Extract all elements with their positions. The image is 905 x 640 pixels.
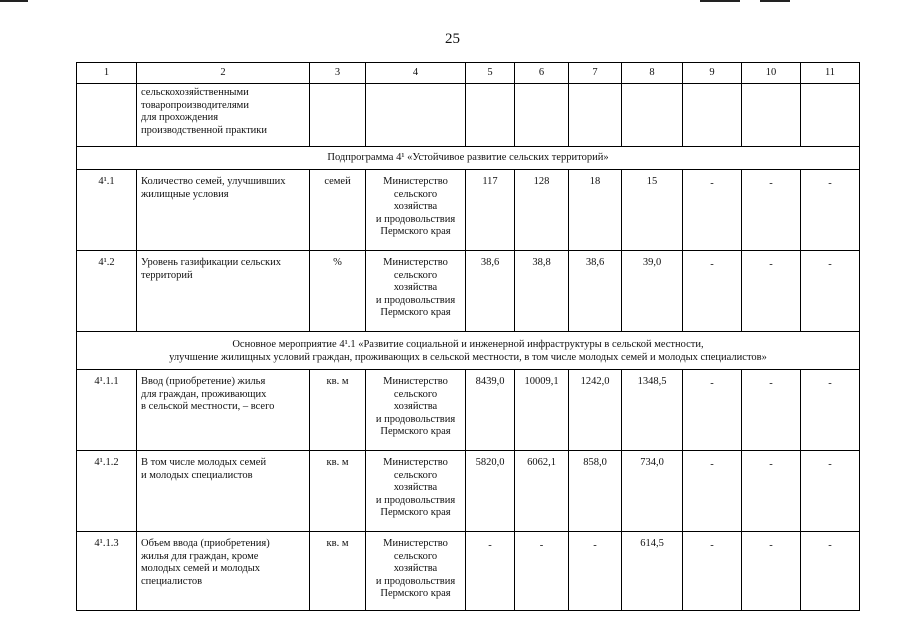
row-code: 4¹.2 <box>77 251 137 332</box>
row-value-5: 8439,0 <box>466 370 515 451</box>
row-code: 4¹.1.3 <box>77 532 137 611</box>
row-value-10: - <box>742 532 801 611</box>
header-cell: 7 <box>569 63 622 84</box>
row-value-7: 38,6 <box>569 251 622 332</box>
row-value-8: 1348,5 <box>622 370 683 451</box>
main-event-title: Основное мероприятие 4¹.1 «Развитие социальной и инженерной инфраструктуры в сельской местности, улучшение жилищных условий граждан, проживающих в сельской местности, в том числе молодых семей и молодых специалистов» <box>77 332 860 370</box>
row-value-8: 614,5 <box>622 532 683 611</box>
row-responsible: Министерство сельского хозяйства и продовольствия Пермского края <box>366 251 466 332</box>
row-value-7: 1242,0 <box>569 370 622 451</box>
row-value-9: - <box>683 370 742 451</box>
row-value-10: - <box>742 451 801 532</box>
row-value-10: - <box>742 370 801 451</box>
row-value-6: 38,8 <box>515 251 569 332</box>
row-value-9: - <box>683 532 742 611</box>
row-value-11: - <box>801 451 860 532</box>
table-row <box>77 170 860 251</box>
header-cell: 1 <box>77 63 137 84</box>
row-unit: кв. м <box>310 451 366 532</box>
row-name: Количество семей, улучшивших жилищные условия <box>137 170 310 251</box>
row-value-10: - <box>742 251 801 332</box>
row-value-5: - <box>466 532 515 611</box>
row-value-7: 858,0 <box>569 451 622 532</box>
row-unit: семей <box>310 170 366 251</box>
indicators-table <box>76 62 860 611</box>
continuation-row <box>77 84 860 147</box>
header-cell: 8 <box>622 63 683 84</box>
row-value-11: - <box>801 170 860 251</box>
header-cell: 4 <box>366 63 466 84</box>
row-value-6: 10009,1 <box>515 370 569 451</box>
row-value-5: 38,6 <box>466 251 515 332</box>
row-code: 4¹.1 <box>77 170 137 251</box>
row-value-9: - <box>683 170 742 251</box>
header-cell: 3 <box>310 63 366 84</box>
page-number: 25 <box>445 31 460 47</box>
row-value-8: 39,0 <box>622 251 683 332</box>
table-row <box>77 370 860 451</box>
table-row <box>77 532 860 611</box>
row-responsible: Министерство сельского хозяйства и продовольствия Пермского края <box>366 532 466 611</box>
row-name: Ввод (приобретение) жилья для граждан, проживающих в сельской местности, – всего <box>137 370 310 451</box>
row-responsible: Министерство сельского хозяйства и продовольствия Пермского края <box>366 451 466 532</box>
row-responsible: Министерство сельского хозяйства и продовольствия Пермского края <box>366 370 466 451</box>
row-value-6: 6062,1 <box>515 451 569 532</box>
row-name: Объем ввода (приобретения) жилья для граждан, кроме молодых семей и молодых специалистов <box>137 532 310 611</box>
row-code: 4¹.1.1 <box>77 370 137 451</box>
row-value-7: 18 <box>569 170 622 251</box>
table-row <box>77 451 860 532</box>
row-value-6: - <box>515 532 569 611</box>
header-cell: 9 <box>683 63 742 84</box>
column-number-header-row <box>77 63 860 84</box>
header-cell: 10 <box>742 63 801 84</box>
row-value-11: - <box>801 532 860 611</box>
row-value-7: - <box>569 532 622 611</box>
row-value-9: - <box>683 251 742 332</box>
row-unit: % <box>310 251 366 332</box>
row-value-6: 128 <box>515 170 569 251</box>
row-name: В том числе молодых семей и молодых специалистов <box>137 451 310 532</box>
main-event-section-row <box>77 332 860 370</box>
row-value-8: 734,0 <box>622 451 683 532</box>
row-value-10: - <box>742 170 801 251</box>
header-cell: 2 <box>137 63 310 84</box>
row-unit: кв. м <box>310 370 366 451</box>
row-code: 4¹.1.2 <box>77 451 137 532</box>
continuation-text: сельскохозяйственными товаропроизводителями для прохождения производственной практики <box>137 84 310 147</box>
row-value-5: 117 <box>466 170 515 251</box>
row-value-11: - <box>801 370 860 451</box>
row-value-5: 5820,0 <box>466 451 515 532</box>
header-cell: 5 <box>466 63 515 84</box>
header-cell: 11 <box>801 63 860 84</box>
header-cell: 6 <box>515 63 569 84</box>
row-name: Уровень газификации сельских территорий <box>137 251 310 332</box>
row-unit: кв. м <box>310 532 366 611</box>
row-responsible: Министерство сельского хозяйства и продовольствия Пермского края <box>366 170 466 251</box>
table-row <box>77 251 860 332</box>
row-value-9: - <box>683 451 742 532</box>
subprogram-section-row <box>77 147 860 170</box>
scan-edge-marks <box>0 0 905 2</box>
row-value-8: 15 <box>622 170 683 251</box>
subprogram-title: Подпрограмма 4¹ «Устойчивое развитие сельских территорий» <box>77 147 860 170</box>
row-value-11: - <box>801 251 860 332</box>
